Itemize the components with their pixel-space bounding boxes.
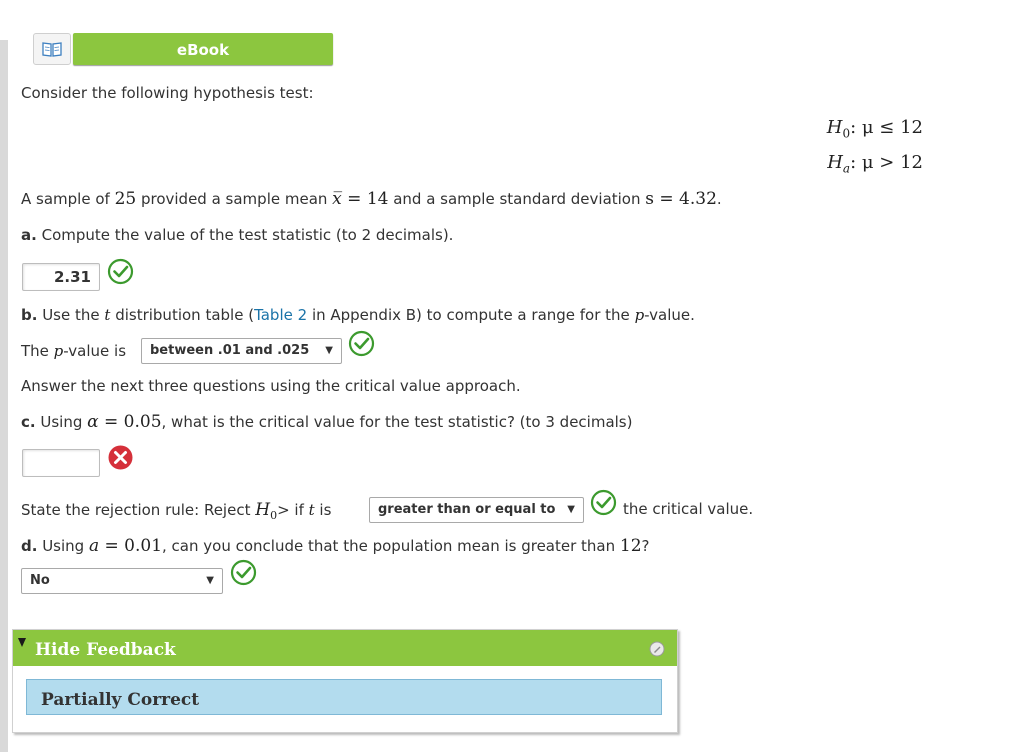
feedback-result-text: Partially Correct — [41, 690, 200, 710]
rejection-rule-text: State the rejection rule: Reject $H_0>$ if t is — [21, 500, 332, 522]
check-icon — [230, 559, 257, 586]
dropdown-arrow-icon: ▼ — [325, 345, 333, 356]
table-2-link[interactable]: Table 2 — [254, 306, 308, 324]
ebook-control[interactable] — [33, 33, 333, 67]
sample-description: A sample of 25 provided a sample mean x̅ = 14 and a sample standard deviation s = 4.32. — [21, 189, 722, 209]
null-hypothesis: $H_0$: μ ≤ 12 — [826, 117, 923, 141]
part-a-question: a. Compute the value of the test statistic (to 2 decimals). — [21, 226, 454, 244]
p-value-label: The p-value is — [21, 342, 127, 360]
left-edge-bar — [0, 40, 8, 752]
alternative-hypothesis: $H_a$: μ > 12 — [827, 152, 923, 176]
hide-feedback-toggle[interactable]: Hide Feedback — [35, 640, 176, 660]
rejection-rule-select[interactable]: greater than or equal to ▼ — [369, 497, 584, 523]
part-c-question: c. Using α = 0.05, what is the critical value for the test statistic? (to 3 decimals) — [21, 412, 633, 432]
pencil-icon[interactable] — [649, 641, 665, 657]
part-c-answer-input[interactable] — [22, 449, 100, 477]
check-icon — [590, 489, 617, 516]
feedback-panel — [12, 629, 678, 733]
intro-text: Consider the following hypothesis test: — [21, 84, 314, 102]
part-d-select[interactable]: No ▼ — [21, 568, 223, 594]
incorrect-icon — [107, 444, 134, 471]
part-b-question: b. Use the t distribution table (Table 2 in Appendix B) to compute a range for the p-value. — [21, 306, 695, 324]
check-icon — [348, 330, 375, 357]
critical-value-note: Answer the next three questions using the critical value approach. — [21, 377, 521, 395]
dropdown-arrow-icon: ▼ — [567, 504, 575, 515]
feedback-header[interactable] — [13, 630, 677, 666]
part-a-answer-input[interactable]: 2.31 — [22, 263, 100, 291]
rejection-rule-suffix: the critical value. — [623, 500, 754, 518]
ebook-button[interactable]: eBook — [73, 33, 333, 65]
collapse-triangle-icon[interactable] — [18, 638, 26, 647]
check-icon — [107, 258, 134, 285]
dropdown-arrow-icon: ▼ — [206, 575, 214, 586]
p-value-select[interactable]: between .01 and .025 ▼ — [141, 338, 342, 364]
part-d-question: d. Using a = 0.01, can you conclude that the population mean is greater than 12? — [21, 536, 650, 556]
feedback-result-box — [26, 679, 662, 715]
book-icon[interactable] — [33, 33, 71, 65]
